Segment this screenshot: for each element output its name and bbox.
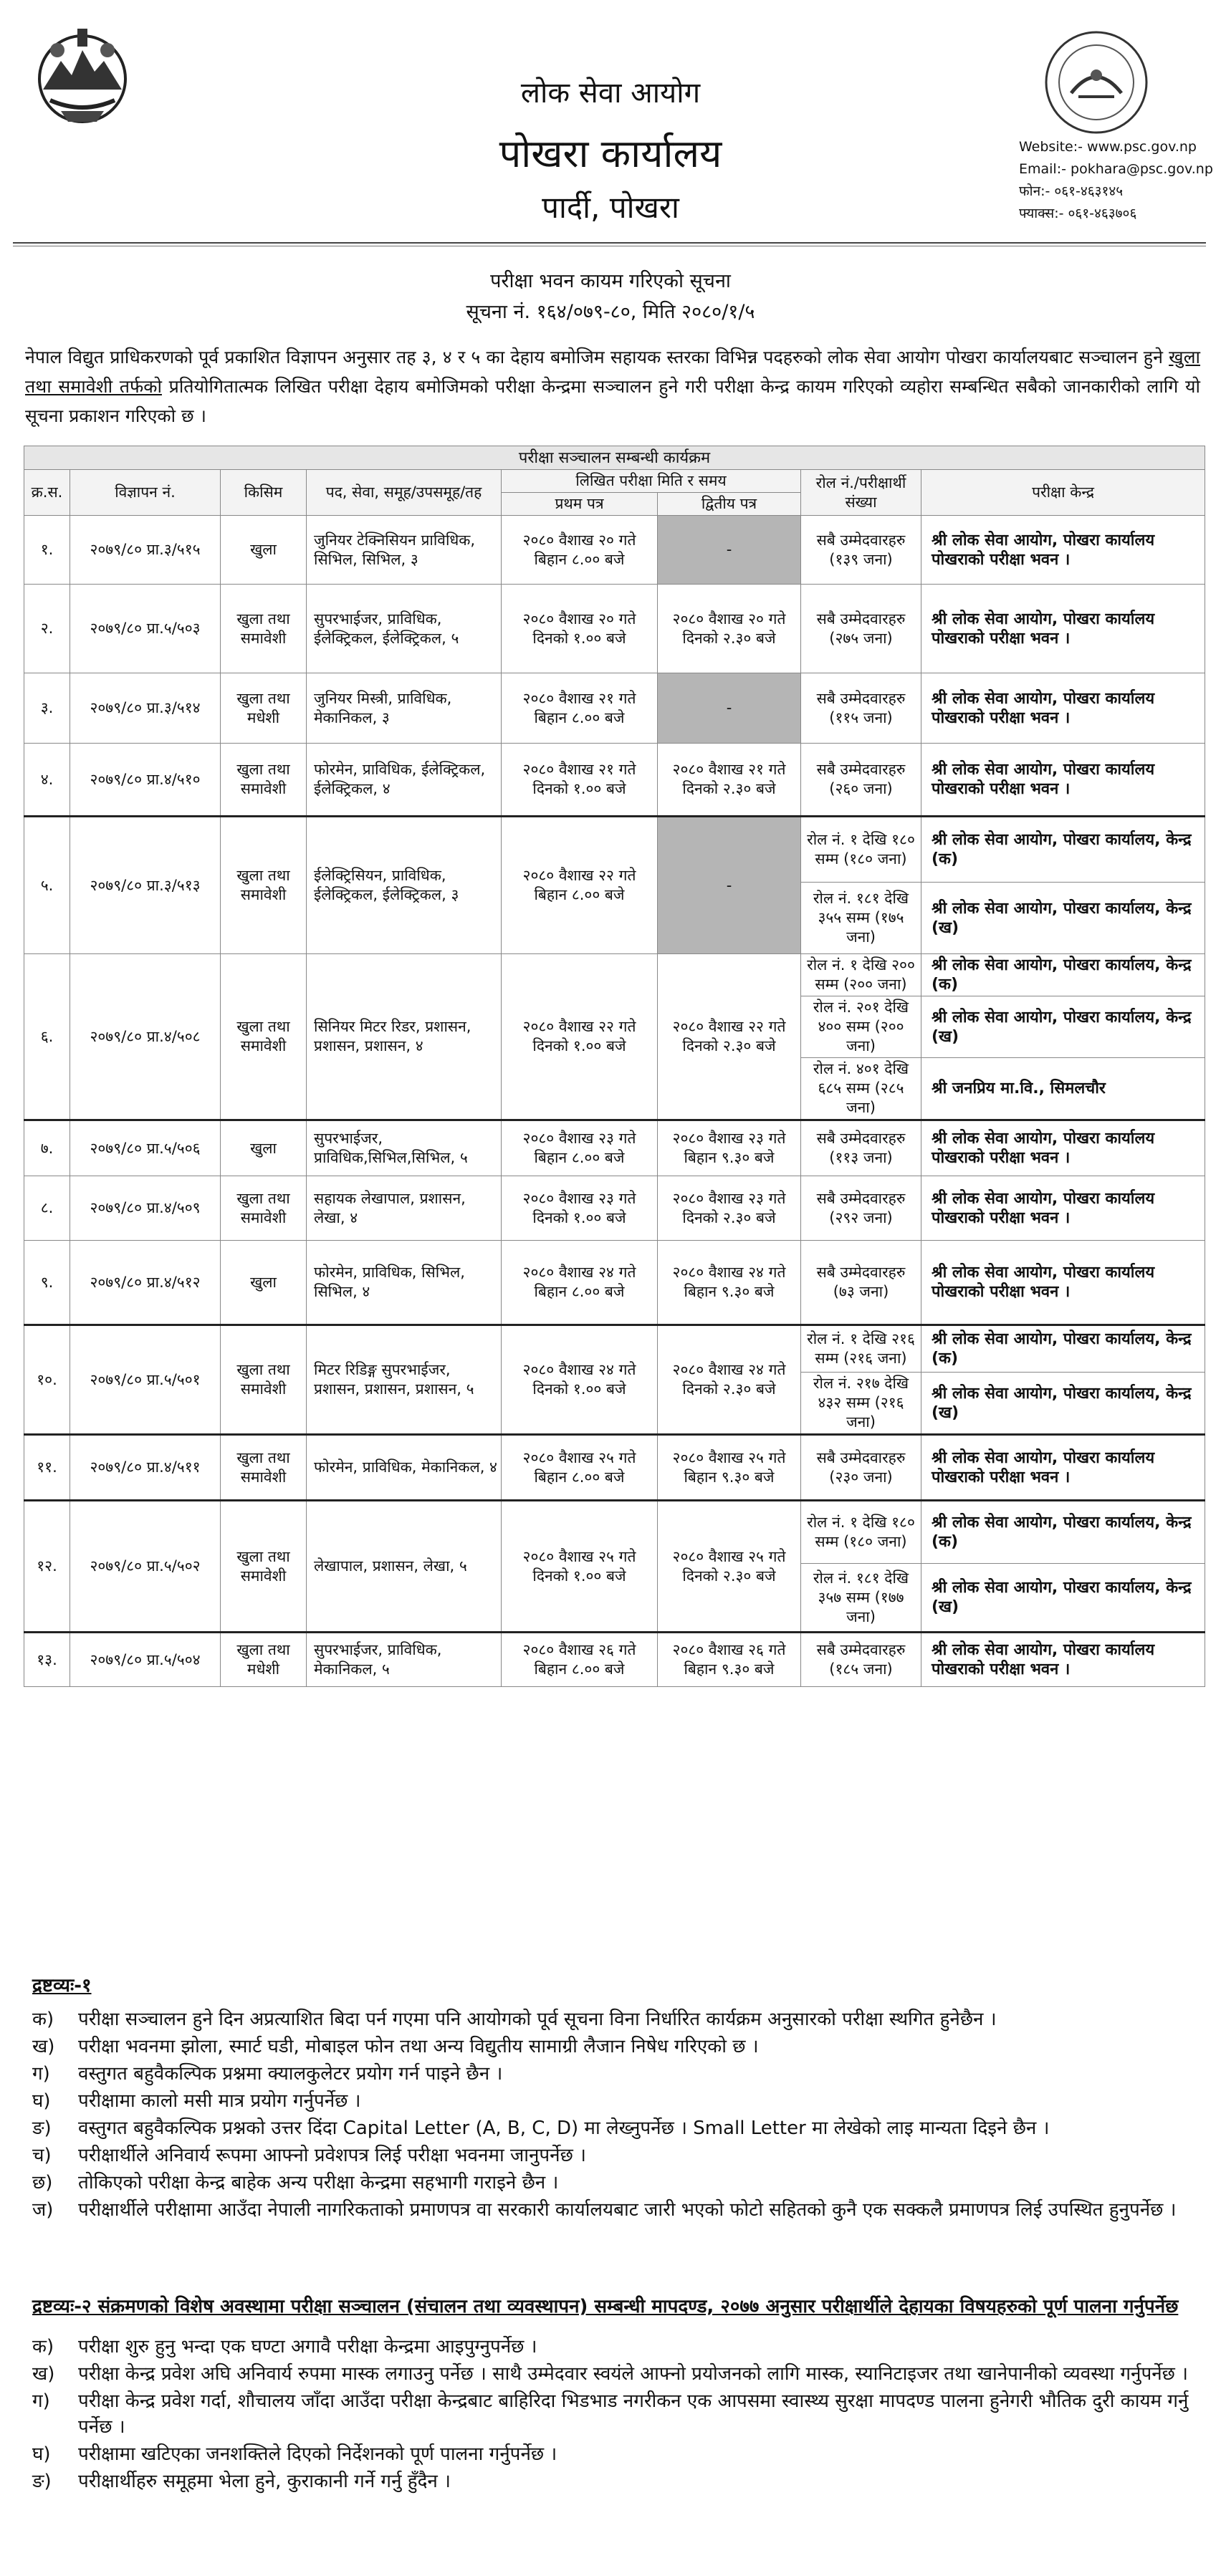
- cell-roll: सबै उम्मेदवारहरु (११५ जना): [801, 673, 921, 744]
- header-date-group: लिखित परीक्षा मिति र समय: [502, 470, 801, 493]
- cell-paper1: २०८० वैशाख २४ गते बिहान ८.०० बजे: [502, 1241, 658, 1325]
- cell-sn: ११.: [24, 1435, 70, 1501]
- cell-roll: सबै उम्मेदवारहरु (१८५ जना): [801, 1633, 921, 1687]
- cell-type: खुला तथा समावेशी: [221, 1325, 307, 1435]
- header-paper2: द्वितीय पत्र: [658, 493, 801, 516]
- cell-paper2: २०८० वैशाख २५ गते बिहान ९.३० बजे: [658, 1435, 801, 1501]
- header-adv: विज्ञापन नं.: [70, 470, 221, 516]
- phone-text: फोन:- ०६१-४६३१४५: [1019, 183, 1124, 199]
- table-row: [24, 744, 1205, 817]
- note-label: ख): [32, 2363, 55, 2385]
- cell-post: मिटर रिडिङ्ग सुपरभाईजर, प्रशासन, प्रशासन, प्रशासन, ५: [307, 1325, 502, 1435]
- cell-center: श्री लोक सेवा आयोग, पोखरा कार्यालय, केन्द्र (ख): [921, 1564, 1205, 1633]
- table-row: [24, 1435, 1205, 1501]
- cell-center: श्री लोक सेवा आयोग, पोखरा कार्यालय पोखराको परीक्षा भवन ।: [921, 673, 1205, 744]
- note-text: परीक्षार्थीले अनिवार्य रूपमा आफ्नो प्रवेशपत्र लिई परीक्षा भवनमा जानुपर्नेछ ।: [78, 2145, 586, 2166]
- table-row: [24, 817, 1205, 883]
- note-label: ख): [32, 2036, 55, 2057]
- cell-adv: २०७९/८० प्रा.४/५०८: [70, 954, 221, 1120]
- email-text: Email:- pokhara@psc.gov.np: [1019, 161, 1213, 177]
- cell-roll: रोल नं. २१७ देखि ४३२ सम्म (२१६ जना): [801, 1373, 921, 1435]
- cell-adv: २०७९/८० प्रा.५/५०२: [70, 1501, 221, 1633]
- table-row: [24, 585, 1205, 673]
- cell-adv: २०७९/८० प्रा.५/५०१: [70, 1325, 221, 1435]
- note-text: परीक्षा सञ्चालन हुने दिन अप्रत्याशित बिदा पर्न गएमा पनि आयोगको पूर्व सूचना विना निर्धारित कार्यक्रम अनुसारको परीक्षा स्थगित हुनेछैन ।: [78, 2009, 997, 2030]
- note-text: परीक्षा शुरु हुनु भन्दा एक घण्टा अगावै परीक्षा केन्द्रमा आइपुग्नुपर्नेछ ।: [78, 2336, 537, 2358]
- cell-center: श्री लोक सेवा आयोग, पोखरा कार्यालय पोखराको परीक्षा भवन ।: [921, 1633, 1205, 1687]
- cell-type: खुला तथा समावेशी: [221, 954, 307, 1120]
- cell-paper1: २०८० वैशाख २२ गते दिनको १.०० बजे: [502, 954, 658, 1120]
- cell-adv: २०७९/८० प्रा.३/५१५: [70, 516, 221, 585]
- note-item: [32, 2196, 1200, 2224]
- header-paper1: प्रथम पत्र: [502, 493, 658, 516]
- cell-paper1: २०८० वैशाख २१ गते बिहान ८.०० बजे: [502, 673, 658, 744]
- note-label: ग): [32, 2063, 50, 2085]
- cell-paper2: -: [658, 817, 801, 954]
- cell-roll: सबै उम्मेदवारहरु (११३ जना): [801, 1120, 921, 1176]
- cell-roll: सबै उम्मेदवारहरु (२३० जना): [801, 1435, 921, 1501]
- cell-center: श्री लोक सेवा आयोग, पोखरा कार्यालय पोखराको परीक्षा भवन ।: [921, 1435, 1205, 1501]
- office-location: पार्दी, पोखरा: [542, 190, 679, 225]
- cell-type: खुला तथा समावेशी: [221, 1176, 307, 1241]
- cell-paper2: -: [658, 516, 801, 585]
- cell-center: श्री लोक सेवा आयोग, पोखरा कार्यालय पोखराको परीक्षा भवन ।: [921, 1120, 1205, 1176]
- cell-roll: रोल नं. ४०१ देखि ६८५ सम्म (२८५ जना): [801, 1058, 921, 1120]
- cell-adv: २०७९/८० प्रा.४/५११: [70, 1435, 221, 1501]
- header-type: किसिम: [221, 470, 307, 516]
- cell-paper2: २०८० वैशाख २५ गते दिनको २.३० बजे: [658, 1501, 801, 1633]
- cell-adv: २०७९/८० प्रा.५/५०४: [70, 1633, 221, 1687]
- website-text: Website:- www.psc.gov.np: [1019, 139, 1197, 155]
- cell-post: सुपरभाईजर, प्राविधिक, ईलेक्ट्रिकल, ईलेक्ट्रिकल, ५: [307, 585, 502, 673]
- cell-sn: २.: [24, 585, 70, 673]
- header-center: परीक्षा केन्द्र: [921, 470, 1205, 516]
- cell-paper1: २०८० वैशाख २५ गते दिनको १.०० बजे: [502, 1501, 658, 1633]
- table-row: [24, 673, 1205, 744]
- note-item: [32, 2334, 1200, 2360]
- table-row: [24, 516, 1205, 585]
- cell-paper1: २०८० वैशाख २४ गते दिनको १.०० बजे: [502, 1325, 658, 1435]
- note-text: वस्तुगत बहुवैकल्पिक प्रश्नको उत्तर दिंदा Capital Letter (A, B, C, D) मा लेख्नुपर्नेछ । Small Letter मा लेखेको लाइ मान्यता दिइने छैन ।: [78, 2118, 1050, 2139]
- contact-block: [1019, 136, 1213, 225]
- header-roll: रोल नं./परीक्षार्थी संख्या: [801, 470, 921, 516]
- notes-section-2: [32, 2292, 1200, 2496]
- cell-sn: १०.: [24, 1325, 70, 1435]
- intro-text-b: प्रतियोगितात्मक लिखित परीक्षा देहाय बमोजिमको परीक्षा केन्द्रमा सञ्चालन हुने गरी परीक्षा केन्द्र कायम गरिएको व्यहोरा सम्बन्धित सबैको जानकारीको लागि यो सूचना प्रकाशन गरिएको छ ।: [25, 376, 1200, 426]
- cell-center: श्री लोक सेवा आयोग, पोखरा कार्यालय, केन्द्र (क): [921, 1325, 1205, 1373]
- cell-roll: रोल नं. २०१ देखि ४०० सम्म (२०० जना): [801, 996, 921, 1058]
- cell-roll: रोल नं. १८१ देखि ३५७ सम्म (१७७ जना): [801, 1564, 921, 1633]
- cell-adv: २०७९/८० प्रा.३/५१४: [70, 673, 221, 744]
- notes2-heading: द्रष्टव्यः-२ संक्रमणको विशेष अवस्थामा परीक्षा सञ्चालन (संचालन तथा व्यवस्थापन) सम्बन्धी मापदण्ड, २०७७ अनुसार परीक्षार्थीले देहायका विषयहरुको पूर्ण पालना गर्नुपर्नेछ: [32, 2296, 1179, 2317]
- cell-adv: २०७९/८० प्रा.३/५१३: [70, 817, 221, 954]
- cell-sn: १.: [24, 516, 70, 585]
- cell-adv: २०७९/८० प्रा.४/५१०: [70, 744, 221, 817]
- cell-paper1: २०८० वैशाख २३ गते दिनको १.०० बजे: [502, 1176, 658, 1241]
- table-row: [24, 1176, 1205, 1241]
- cell-center: श्री लोक सेवा आयोग, पोखरा कार्यालय पोखराको परीक्षा भवन ।: [921, 744, 1205, 817]
- note-text: परीक्षार्थीले परीक्षामा आउँदा नेपाली नागरिकताको प्रमाणपत्र वा सरकारी कार्यालयबाट जारी भएको फोटो सहितको कुनै एक सक्कलै प्रमाणपत्र लिई उपस्थित हुनुपर्नेछ ।: [78, 2199, 1177, 2221]
- cell-post: सुपरभाईजर, प्राविधिक,सिभिल,सिभिल, ५: [307, 1120, 502, 1176]
- note-item: [32, 2115, 1200, 2142]
- note-label: च): [32, 2145, 52, 2166]
- cell-center: श्री लोक सेवा आयोग, पोखरा कार्यालय पोखराको परीक्षा भवन ।: [921, 1241, 1205, 1325]
- cell-type: खुला तथा समावेशी: [221, 1435, 307, 1501]
- office-name: पोखरा कार्यालय: [499, 131, 722, 176]
- cell-paper2: २०८० वैशाख २२ गते दिनको २.३० बजे: [658, 954, 801, 1120]
- cell-paper1: २०८० वैशाख २२ गते बिहान ८.०० बजे: [502, 817, 658, 954]
- notes-section-1: [32, 1971, 1200, 2224]
- cell-paper1: २०८० वैशाख २१ गते दिनको १.०० बजे: [502, 744, 658, 817]
- cell-roll: रोल नं. १ देखि २१६ सम्म (२१६ जना): [801, 1325, 921, 1373]
- cell-post: फोरमेन, प्राविधिक, सिभिल, सिभिल, ४: [307, 1241, 502, 1325]
- table-row: [24, 1633, 1205, 1687]
- psc-seal-icon: [1043, 29, 1150, 136]
- cell-center: श्री लोक सेवा आयोग, पोखरा कार्यालय, केन्द्र (क): [921, 817, 1205, 883]
- cell-type: खुला: [221, 1241, 307, 1325]
- cell-sn: ४.: [24, 744, 70, 817]
- cell-roll: सबै उम्मेदवारहरु (२६० जना): [801, 744, 921, 817]
- notes1-heading: द्रष्टव्यः-१: [32, 1975, 92, 1996]
- cell-center: श्री लोक सेवा आयोग, पोखरा कार्यालय पोखराको परीक्षा भवन ।: [921, 585, 1205, 673]
- cell-paper2: २०८० वैशाख २३ गते दिनको २.३० बजे: [658, 1176, 801, 1241]
- cell-paper1: २०८० वैशाख २० गते दिनको १.०० बजे: [502, 585, 658, 673]
- cell-post: सुपरभाईजर, प्राविधिक, मेकानिकल, ५: [307, 1633, 502, 1687]
- cell-center: श्री लोक सेवा आयोग, पोखरा कार्यालय, केन्द्र (ख): [921, 1373, 1205, 1435]
- note-text: परीक्षामा कालो मसी मात्र प्रयोग गर्नुपर्नेछ ।: [78, 2090, 361, 2112]
- cell-type: खुला तथा समावेशी: [221, 585, 307, 673]
- note-item: [32, 2087, 1200, 2115]
- cell-paper1: २०८० वैशाख २६ गते बिहान ८.०० बजे: [502, 1633, 658, 1687]
- cell-adv: २०७९/८० प्रा.५/५०३: [70, 585, 221, 673]
- cell-post: जुनियर टेक्निसियन प्राविधिक, सिभिल, सिभिल, ३: [307, 516, 502, 585]
- cell-roll: रोल नं. १ देखि १८० सम्म (१८० जना): [801, 1501, 921, 1564]
- note-item: [32, 2060, 1200, 2087]
- cell-roll: सबै उम्मेदवारहरु (२७५ जना): [801, 585, 921, 673]
- note-label: क): [32, 2009, 54, 2030]
- cell-post: सिनियर मिटर रिडर, प्रशासन, प्रशासन, प्रशासन, ४: [307, 954, 502, 1120]
- header-sn: क्र.स.: [24, 470, 70, 516]
- note-label: ङ): [32, 2471, 52, 2492]
- notice-number: सूचना नं. १६४/०७९-८०, मिति २०८०/१/५: [466, 301, 755, 323]
- note-text: तोकिएको परीक्षा केन्द्र बाहेक अन्य परीक्षा केन्द्रमा सहभागी गराइने छैन ।: [78, 2172, 559, 2193]
- cell-roll: सबै उम्मेदवारहरु (१३९ जना): [801, 516, 921, 585]
- cell-paper1: २०८० वैशाख २० गते बिहान ८.०० बजे: [502, 516, 658, 585]
- cell-center: श्री लोक सेवा आयोग, पोखरा कार्यालय, केन्द्र (क): [921, 1501, 1205, 1564]
- exam-schedule-table: [24, 446, 1205, 1687]
- table-row: [24, 1501, 1205, 1564]
- cell-sn: १३.: [24, 1633, 70, 1687]
- cell-roll: रोल नं. १८१ देखि ३५५ सम्म (१७५ जना): [801, 883, 921, 954]
- cell-type: खुला तथा मधेशी: [221, 673, 307, 744]
- cell-center: श्री जनप्रिय मा.वि., सिमलचौर: [921, 1058, 1205, 1120]
- letterhead: [0, 0, 1221, 236]
- note-item: [32, 2469, 1200, 2494]
- cell-roll: रोल नं. १ देखि १८० सम्म (१८० जना): [801, 817, 921, 883]
- cell-type: खुला तथा समावेशी: [221, 744, 307, 817]
- cell-adv: २०७९/८० प्रा.५/५०६: [70, 1120, 221, 1176]
- note-item: [32, 2441, 1200, 2467]
- note-item: [32, 2388, 1200, 2440]
- cell-adv: २०७९/८० प्रा.४/५१२: [70, 1241, 221, 1325]
- cell-type: खुला तथा समावेशी: [221, 817, 307, 954]
- notice-title: परीक्षा भवन कायम गरिएको सूचना: [490, 270, 731, 292]
- cell-center: श्री लोक सेवा आयोग, पोखरा कार्यालय पोखराको परीक्षा भवन ।: [921, 516, 1205, 585]
- table-caption: परीक्षा सञ्चालन सम्बन्धी कार्यक्रम: [24, 446, 1205, 470]
- intro-highlight: खुला तथा समावेशी तर्फको: [25, 347, 1201, 397]
- cell-paper2: २०८० वैशाख २३ गते बिहान ९.३० बजे: [658, 1120, 801, 1176]
- table-row: [24, 1120, 1205, 1176]
- notes2-list: [32, 2334, 1200, 2494]
- cell-sn: ३.: [24, 673, 70, 744]
- cell-paper2: २०८० वैशाख २० गते दिनको २.३० बजे: [658, 585, 801, 673]
- note-text: परीक्षार्थीहरु समूहमा भेला हुने, कुराकानी गर्ने गर्नु हुँदैन ।: [78, 2471, 451, 2492]
- note-item: [32, 2169, 1200, 2196]
- cell-type: खुला: [221, 516, 307, 585]
- cell-center: श्री लोक सेवा आयोग, पोखरा कार्यालय, केन्द्र (ख): [921, 883, 1205, 954]
- org-name: लोक सेवा आयोग: [520, 77, 701, 110]
- note-item: [32, 2361, 1200, 2387]
- note-label: घ): [32, 2443, 51, 2465]
- notice-intro: [25, 342, 1200, 431]
- cell-post: सहायक लेखापाल, प्रशासन, लेखा, ४: [307, 1176, 502, 1241]
- cell-sn: १२.: [24, 1501, 70, 1633]
- note-label: ङ): [32, 2118, 52, 2139]
- note-label: क): [32, 2336, 54, 2358]
- cell-post: लेखापाल, प्रशासन, लेखा, ५: [307, 1501, 502, 1633]
- note-label: ग): [32, 2390, 50, 2412]
- cell-center: श्री लोक सेवा आयोग, पोखरा कार्यालय पोखराको परीक्षा भवन ।: [921, 1176, 1205, 1241]
- cell-type: खुला तथा समावेशी: [221, 1501, 307, 1633]
- note-item: [32, 2006, 1200, 2033]
- table-row: [24, 1325, 1205, 1373]
- cell-roll: रोल नं. १ देखि २०० सम्म (२०० जना): [801, 954, 921, 996]
- cell-paper2: २०८० वैशाख २४ गते बिहान ९.३० बजे: [658, 1241, 801, 1325]
- cell-post: फोरमेन, प्राविधिक, ईलेक्ट्रिकल, ईलेक्ट्रिकल, ४: [307, 744, 502, 817]
- cell-center: श्री लोक सेवा आयोग, पोखरा कार्यालय, केन्द्र (ख): [921, 996, 1205, 1058]
- header-divider: [13, 242, 1206, 244]
- table-row: [24, 954, 1205, 996]
- cell-sn: ६.: [24, 954, 70, 1120]
- cell-roll: सबै उम्मेदवारहरु (२९२ जना): [801, 1176, 921, 1241]
- cell-roll: सबै उम्मेदवारहरु (७३ जना): [801, 1241, 921, 1325]
- note-item: [32, 2142, 1200, 2169]
- cell-type: खुला तथा मधेशी: [221, 1633, 307, 1687]
- cell-type: खुला: [221, 1120, 307, 1176]
- cell-paper1: २०८० वैशाख २५ गते बिहान ८.०० बजे: [502, 1435, 658, 1501]
- cell-adv: २०७९/८० प्रा.४/५०९: [70, 1176, 221, 1241]
- note-text: परीक्षा केन्द्र प्रवेश गर्दा, शौचालय जाँदा आउँदा परीक्षा केन्द्रबाट बाहिरिदा भिडभाड नगरीकन एक आपसमा स्वास्थ्य सुरक्षा मापदण्ड पालना हुनेगरी भौतिक दुरी कायम गर्नु पर्नेछ ।: [78, 2390, 1189, 2438]
- cell-paper1: २०८० वैशाख २३ गते बिहान ८.०० बजे: [502, 1120, 658, 1176]
- cell-post: फोरमेन, प्राविधिक, मेकानिकल, ४: [307, 1435, 502, 1501]
- note-label: छ): [32, 2172, 53, 2193]
- cell-post: ईलेक्ट्रिसियन, प्राविधिक, ईलेक्ट्रिकल, ईलेक्ट्रिकल, ३: [307, 817, 502, 954]
- cell-sn: ९.: [24, 1241, 70, 1325]
- cell-center: श्री लोक सेवा आयोग, पोखरा कार्यालय, केन्द्र (क): [921, 954, 1205, 996]
- note-text: वस्तुगत बहुवैकल्पिक प्रश्नमा क्यालकुलेटर प्रयोग गर्न पाइने छैन ।: [78, 2063, 503, 2085]
- cell-paper2: २०८० वैशाख २६ गते बिहान ९.३० बजे: [658, 1633, 801, 1687]
- notes1-list: [32, 2006, 1200, 2224]
- cell-sn: ७.: [24, 1120, 70, 1176]
- note-item: [32, 2033, 1200, 2060]
- table-row: [24, 1241, 1205, 1325]
- fax-text: फ्याक्स:- ०६१-४६३७०६: [1019, 206, 1137, 221]
- cell-paper2: -: [658, 673, 801, 744]
- header-post: पद, सेवा, समूह/उपसमूह/तह: [307, 470, 502, 516]
- cell-paper2: २०८० वैशाख २१ गते दिनको २.३० बजे: [658, 744, 801, 817]
- note-label: ज): [32, 2199, 54, 2221]
- cell-paper2: २०८० वैशाख २४ गते दिनको २.३० बजे: [658, 1325, 801, 1435]
- cell-post: जुनियर मिस्त्री, प्राविधिक, मेकानिकल, ३: [307, 673, 502, 744]
- note-text: परीक्षा भवनमा झोला, स्मार्ट घडी, मोबाइल फोन तथा अन्य विद्युतीय सामाग्री लैजान निषेध गरिएको छ ।: [78, 2036, 759, 2057]
- cell-sn: ८.: [24, 1176, 70, 1241]
- note-text: परीक्षा केन्द्र प्रवेश अघि अनिवार्य रुपमा मास्क लगाउनु पर्नेछ । साथै उम्मेदवार स्वयंले आफ्नो प्रयोजनको लागि मास्क, स्यानिटाइजर तथा खानेपानीको व्यवस्था गर्नुपर्नेछ ।: [78, 2363, 1189, 2385]
- cell-sn: ५.: [24, 817, 70, 954]
- note-text: परीक्षामा खटिएका जनशक्तिले दिएको निर्देशनको पूर्ण पालना गर्नुपर्नेछ ।: [78, 2443, 557, 2465]
- note-label: घ): [32, 2090, 51, 2112]
- intro-text-a: नेपाल विद्युत प्राधिकरणको पूर्व प्रकाशित विज्ञापन अनुसार तह ३, ४ र ५ का देहाय बमोजिम सहायक स्तरका विभिन्न पदहरुको लोक सेवा आयोग पोखरा कार्यालयबाट सञ्चालन हुने: [25, 347, 1163, 367]
